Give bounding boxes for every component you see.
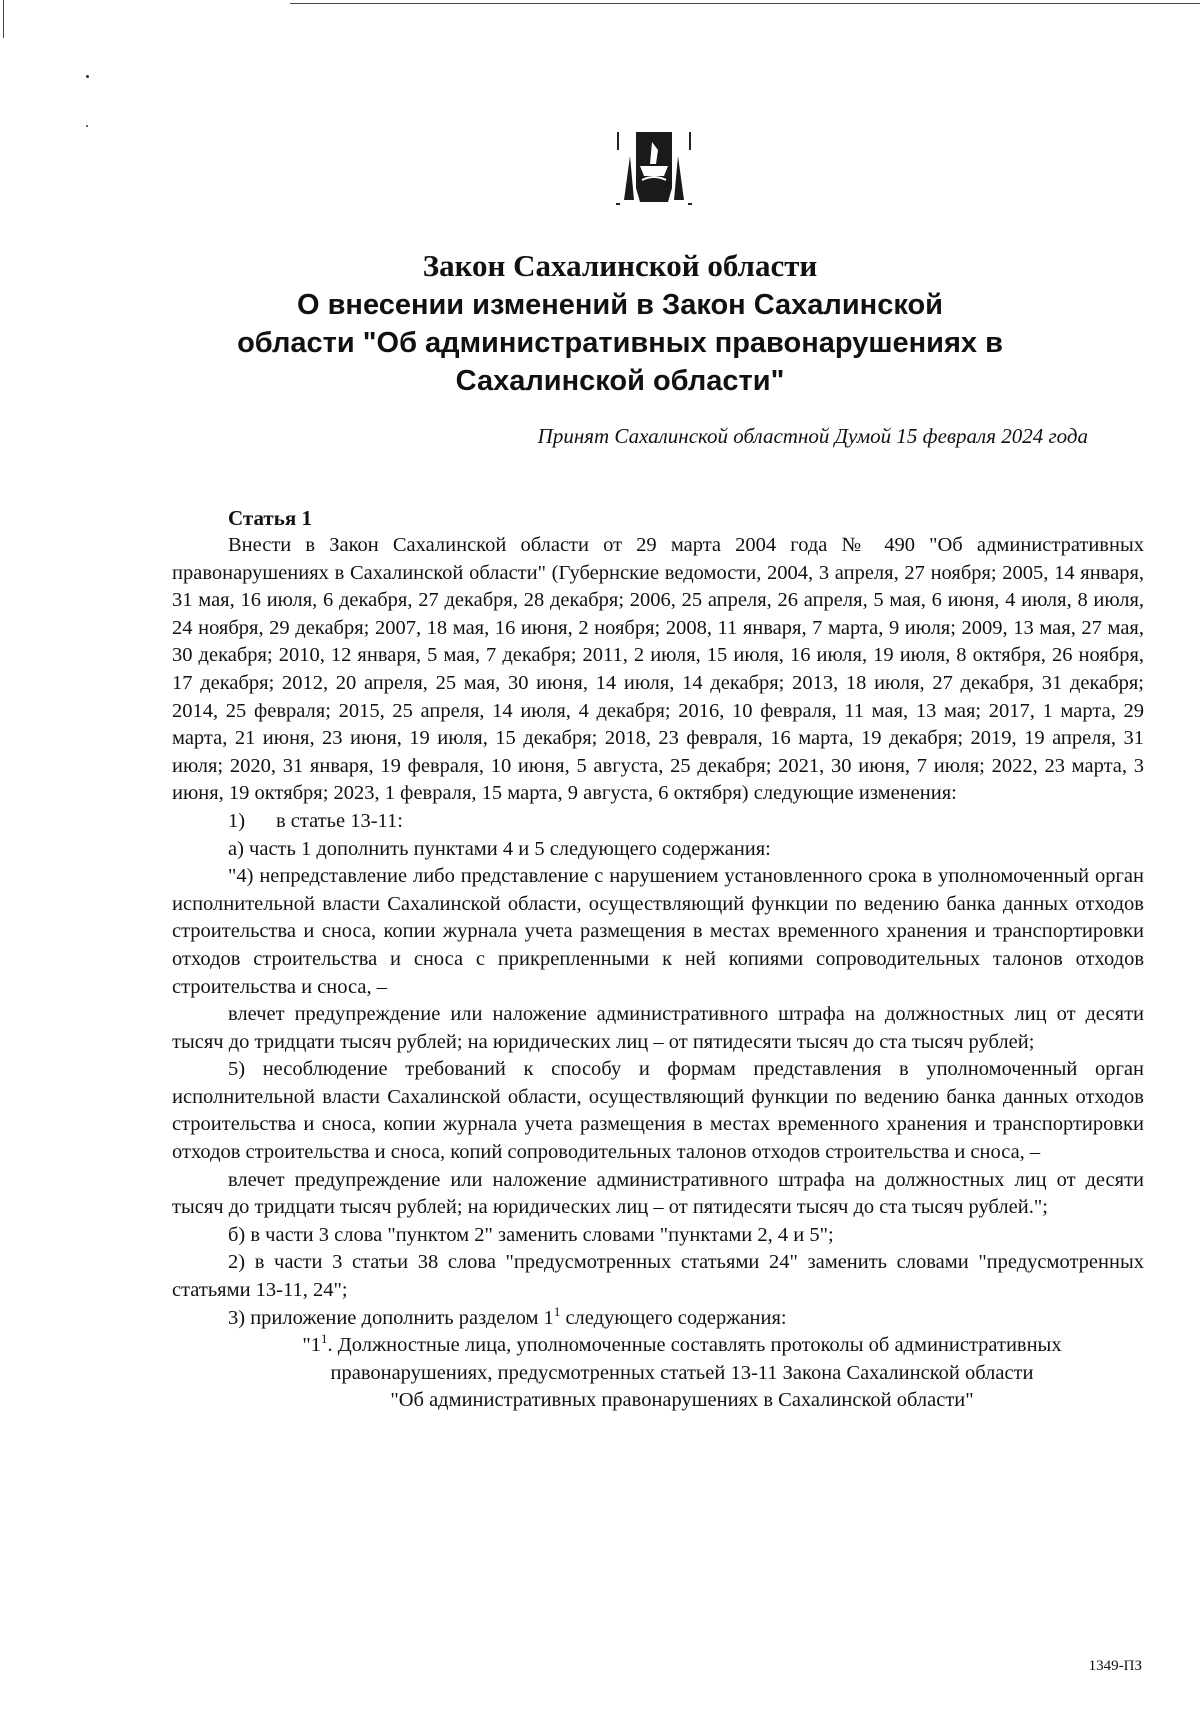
title-subject-1: О внесении изменений в Закон Сахалинской [296, 289, 943, 321]
article-heading: Статья 1 [228, 506, 312, 530]
item-3-sup: 1 [553, 1303, 561, 1319]
adoption-note: Принят Сахалинской областной Думой 15 февраля 2024 года [537, 424, 1088, 448]
section-heading [172, 1332, 1144, 1415]
title-subject-3: Сахалинской области" [455, 365, 785, 397]
scan-border-left [3, 0, 4, 38]
point-5: 5) несоблюдение требований к способу и формам представления в уполномоченный орган исполнительной власти Сахалинской области, осуществляющий функции по ведению банка данных отходов строительства и сноса, копии журнала учета размещения в местах временного хранения и транспортировки отходов строительства и сноса, копий сопроводительных талонов отходов строительства и сноса, – [172, 1058, 1144, 1164]
section-last: "Об административных правонарушениях в Сахалинской области" [390, 1389, 974, 1412]
section-pre: "1 [302, 1334, 322, 1357]
article-body [172, 505, 1144, 1415]
item-2: 2) в части 3 статьи 38 слова "предусмотренных статьями 24" заменить словами "предусмотренных статьями 13-11, 24"; [172, 1251, 1144, 1302]
article-intro: Внести в Закон Сахалинской области от 29 марта 2004 года № 490 "Об административных правонарушениях в Сахалинской области" (Губернские ведомости, 2004, 3 апреля, 27 ноября; 2005, 14 января, 31 мая, 16 июля, 6 декабря, 27 декабря, 28 декабря; 2006, 25 апреля, 26 апреля, 5 мая, 6 июня, 4 июля, 8 июля, 24 ноября, 29 декабря; 2007, 18 мая, 16 июня, 2 ноября; 2008, 11 января, 7 марта, 9 июля; 2009, 13 мая, 27 мая, 30 декабря; 2010, 12 января, 5 мая, 7 декабря; 2011, 2 июля, 15 июля, 16 июля, 19 июля, 8 октября, 26 ноября, 17 декабря; 2012, 20 апреля, 25 мая, 30 июня, 14 июля, 14 декабря; 2013, 18 июля, 27 декабря, 31 декабря; 2014, 25 февраля; 2015, 25 апреля, 14 июля, 4 декабря; 2016, 10 февраля, 11 мая, 13 мая; 2017, 1 марта, 29 марта, 21 июня, 23 июня, 19 июля, 15 декабря; 2018, 23 февраля, 16 марта, 19 декабря; 2019, 19 апреля, 31 июля; 2020, 31 января, 19 февраля, 10 июня, 5 августа, 25 декабря; 2021, 30 июня, 7 июля; 2022, 23 марта, 3 июня, 19 октября; 2023, 1 февраля, 15 марта, 9 августа, 6 октября) следующие изменения: [172, 534, 1144, 805]
section-text: . Должностные лица, уполномоченные составлять протоколы об административных правонарушениях, предусмотренных статьей 13-11 Закона Сахалинской области [327, 1334, 1062, 1384]
item-1 [172, 808, 1144, 836]
item-3-pre: 3) приложение дополнить разделом 1 [228, 1306, 554, 1329]
scan-border-top [290, 3, 1200, 4]
section-sup: 1 [321, 1331, 328, 1347]
scan-speck [86, 75, 89, 78]
document-code: 1349-ПЗ [1088, 1658, 1142, 1674]
item-a: а) часть 1 дополнить пунктами 4 и 5 следующего содержания: [228, 837, 771, 860]
document-title [150, 246, 1090, 400]
item-1-number: 1) [228, 809, 246, 832]
item-1-text: в статье 13-11: [276, 809, 403, 832]
item-b: б) в части 3 слова "пунктом 2" заменить словами "пунктами 2, 4 и 5"; [228, 1223, 834, 1246]
title-subject-2: области "Об административных правонарушениях в [237, 327, 1003, 359]
penalty-2: влечет предупреждение или наложение административного штрафа на должностных лиц от десяти тысяч до тридцати тысяч рублей; на юридических лиц – от пятидесяти тысяч до ста тысяч рублей."; [172, 1168, 1144, 1219]
coat-of-arms-icon [612, 128, 696, 212]
penalty-1: влечет предупреждение или наложение административного штрафа на должностных лиц от десяти тысяч до тридцати тысяч рублей; на юридических лиц – от пятидесяти тысяч до ста тысяч рублей; [172, 1003, 1144, 1053]
item-3 [172, 1305, 1144, 1333]
scan-speck [86, 125, 88, 127]
point-4: "4) непредставление либо представление с нарушением установленного срока в уполномоченный орган исполнительной власти Сахалинской области, осуществляющий функции по ведению банка данных отходов строительства и сноса, копии журнала учета размещения в местах временного хранения и транспортировки отходов строительства и сноса с прикрепленными к ней копиями сопроводительных талонов отходов строительства и сноса, – [172, 865, 1144, 998]
title-law-name: Закон Сахалинской области [422, 248, 818, 283]
item-3-post: следующего содержания: [560, 1306, 787, 1329]
